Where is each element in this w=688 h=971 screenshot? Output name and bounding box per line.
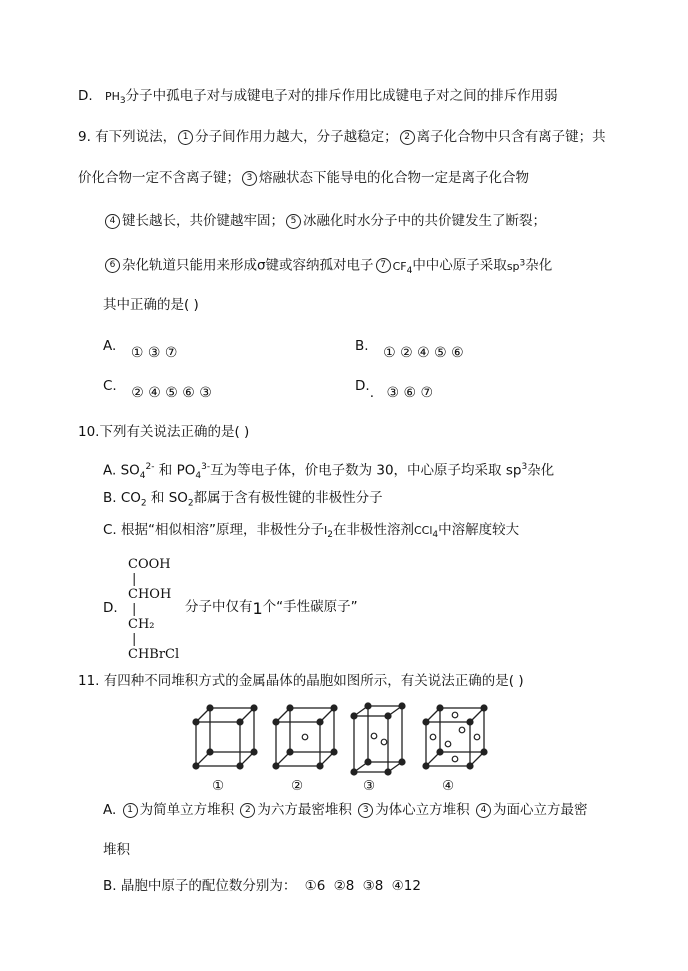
formula: $PH_3$	[104, 90, 126, 107]
fig-label-3: ③	[363, 778, 376, 794]
option-b: B. 晶胞中原子的配位数分别为： ①6 ②8 ③8 ④12	[103, 878, 421, 894]
question-9-line4: 6 杂化轨道只能用来形成σ键或容纳孤对电子 7 $CF_4$中中心原子采取$sp^3$杂化	[103, 253, 552, 281]
answer-paren: ( )	[234, 424, 250, 440]
option-b: B. ① ② ④ ⑤ ⑥	[355, 338, 464, 361]
question-9-line2: 价化合物一定不含离子键； 3 熔融状态下能导电的化合物一定是离子化合物	[78, 170, 529, 186]
option-a: A. $SO_4^{2-}$ 和 $PO_4^{3-}$互为等电子体，价电子数为 30，中心原子均采取 $sp^3$杂化	[103, 462, 555, 482]
question-9-line1: 9. 有下列说法， 1 分子间作用力越大，分子越稳定； 2 离子化合物中只含有离子键；共	[78, 129, 606, 145]
fig-label-1: ①	[212, 778, 225, 794]
option-c: C. ② ④ ⑤ ⑥ ③	[103, 378, 212, 401]
option-d: D.. ③ ⑥ ⑦	[355, 378, 434, 401]
fig-label-4: ④	[442, 778, 455, 794]
circled-number: 6	[105, 258, 120, 273]
circled-number: 4	[476, 803, 491, 818]
question-10-title: 10.下列有关说法正确的是( )	[78, 424, 250, 440]
option-b: B. $CO_2$ 和 $SO_2$都属于含有极性键的非极性分子	[103, 490, 383, 509]
option-a: A. 1 为简单立方堆积 2 为六方最密堆积 3 为体心立方堆积 4 为面心立方最密	[103, 802, 588, 818]
unit-cell-figure	[190, 700, 520, 790]
circled-number: 5	[286, 214, 301, 229]
question-11-title: 11. 有四种不同堆积方式的金属晶体的晶胞如图所示，有关说法正确的是( )	[78, 673, 524, 689]
cell-simple-cubic	[196, 708, 254, 766]
answer-paren: ( )	[508, 673, 524, 689]
statement-text: 分子中孤电子对与成键电子对的排斥作用比成键电子对之间的排斥作用弱	[125, 88, 558, 104]
option-a: A. ① ③ ⑦	[103, 338, 178, 361]
answer-paren: ( )	[184, 297, 199, 313]
circled-number: 2	[240, 803, 255, 818]
option-c: C. 根据“相似相溶”原理，非极性分子$I_2$在非极性溶剂CCl$_4$中溶解度较大	[103, 522, 520, 541]
circled-number: 1	[123, 803, 138, 818]
option-d-text: 分子中仅有1个“手性碳原子”	[185, 599, 358, 618]
circled-number: 2	[400, 130, 415, 145]
option-d-label: D.	[103, 600, 118, 616]
question-9-line3: 4 键长越长，共价键越牢固； 5 冰融化时水分子中的共价键发生了断裂；	[103, 211, 546, 231]
circled-number: 7	[376, 258, 391, 273]
circled-number: 1	[178, 130, 193, 145]
question-9-ask: 其中正确的是( )	[103, 297, 199, 313]
option-label: D.	[78, 88, 93, 104]
option-a-continued: 堆积	[103, 842, 130, 858]
circled-number: 3	[242, 171, 257, 186]
option-d-line	[78, 86, 558, 111]
structural-formula: COOH | CHOH | CH₂ | CHBrCl	[128, 557, 180, 662]
cell-hexagonal	[354, 706, 402, 772]
circled-number: 3	[358, 803, 373, 818]
fig-label-2: ②	[291, 778, 304, 794]
circled-number: 4	[105, 214, 120, 229]
